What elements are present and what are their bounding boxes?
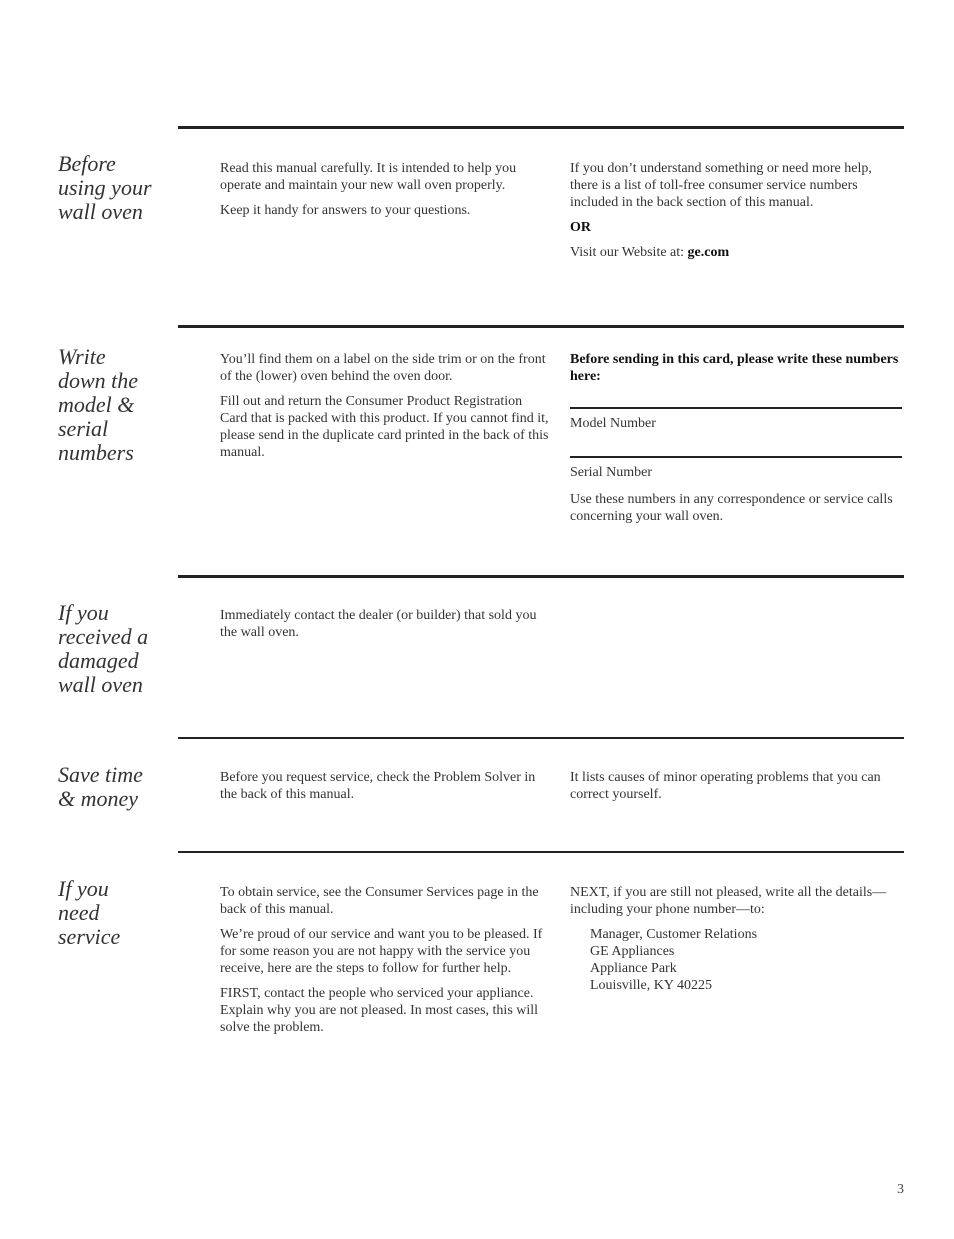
address-line: Appliance Park	[590, 961, 677, 976]
service-col1-p3: FIRST, contact the people who serviced your appliance. Explain why you are not pleased. In most cases, this will solve the problem.	[220, 986, 539, 1035]
heading-need-service: If you need service	[58, 876, 121, 949]
page-number: 3	[897, 1182, 904, 1197]
service-col2	[570, 884, 900, 994]
or-label: OR	[570, 220, 591, 235]
mailing-address	[590, 926, 900, 994]
heading-before-using: Before using your wall oven	[58, 151, 152, 224]
before-col1	[220, 160, 550, 227]
save-col2	[570, 769, 900, 811]
website-link[interactable]: ge.com	[687, 245, 730, 260]
save-col1	[220, 769, 550, 811]
heading-damaged-oven: If you received a damaged wall oven	[58, 600, 149, 697]
before-col2	[570, 160, 900, 269]
write-col2	[570, 351, 900, 533]
service-col1-p1: To obtain service, see the Consumer Services page in the back of this manual.	[220, 885, 539, 917]
serial-number-label: Serial Number	[570, 465, 653, 480]
service-col2-intro: NEXT, if you are still not pleased, write all the details—including your phone number—to:	[570, 885, 887, 917]
website-prefix: Visit our Website at:	[570, 245, 688, 260]
write-col1-p2: Fill out and return the Consumer Product Registration Card that is packed with this product. If you cannot find it, please send in the duplicate card printed in the back of this manual.	[220, 394, 549, 460]
serial-number-field[interactable]	[570, 456, 902, 458]
service-col1	[220, 884, 550, 1044]
section-divider-damaged	[178, 575, 904, 578]
section-divider-save	[178, 737, 904, 739]
model-number-label: Model Number	[570, 416, 656, 431]
address-line: Louisville, KY 40225	[590, 978, 712, 993]
damaged-col1	[220, 607, 550, 649]
heading-write-down-numbers: Write down the model & serial numbers	[58, 344, 139, 465]
section-divider-write	[178, 325, 904, 328]
section-divider-before	[178, 126, 904, 129]
write-col1	[220, 351, 550, 469]
address-line: GE Appliances	[590, 944, 675, 959]
heading-save-time-money: Save time & money	[58, 762, 143, 811]
write-col2-intro: Before sending in this card, please write these numbers here:	[570, 352, 899, 384]
write-col2-note: Use these numbers in any correspondence or service calls concerning your wall oven.	[570, 492, 893, 524]
save-col1-p1: Before you request service, check the Problem Solver in the back of this manual.	[220, 770, 536, 802]
damaged-col1-p1: Immediately contact the dealer (or builder) that sold you the wall oven.	[220, 608, 537, 640]
section-divider-service	[178, 851, 904, 853]
service-col1-p2: We’re proud of our service and want you to be pleased. If for some reason you are not happy with the service you receive, here are the steps to follow for further help.	[220, 927, 543, 976]
website-line	[570, 244, 900, 261]
before-col2-p1: If you don’t understand something or need more help, there is a list of toll-free consumer service numbers included in the back section of this manual.	[570, 161, 872, 210]
save-col2-p1: It lists causes of minor operating problems that you can correct yourself.	[570, 770, 881, 802]
before-col1-p1: Read this manual carefully. It is intended to help you operate and maintain your new wall oven properly.	[220, 161, 517, 193]
before-col1-p2: Keep it handy for answers to your questions.	[220, 203, 471, 218]
address-line: Manager, Customer Relations	[590, 927, 758, 942]
write-col1-p1: You’ll find them on a label on the side trim or on the front of the (lower) oven behind the oven door.	[220, 352, 546, 384]
model-number-field[interactable]	[570, 407, 902, 409]
